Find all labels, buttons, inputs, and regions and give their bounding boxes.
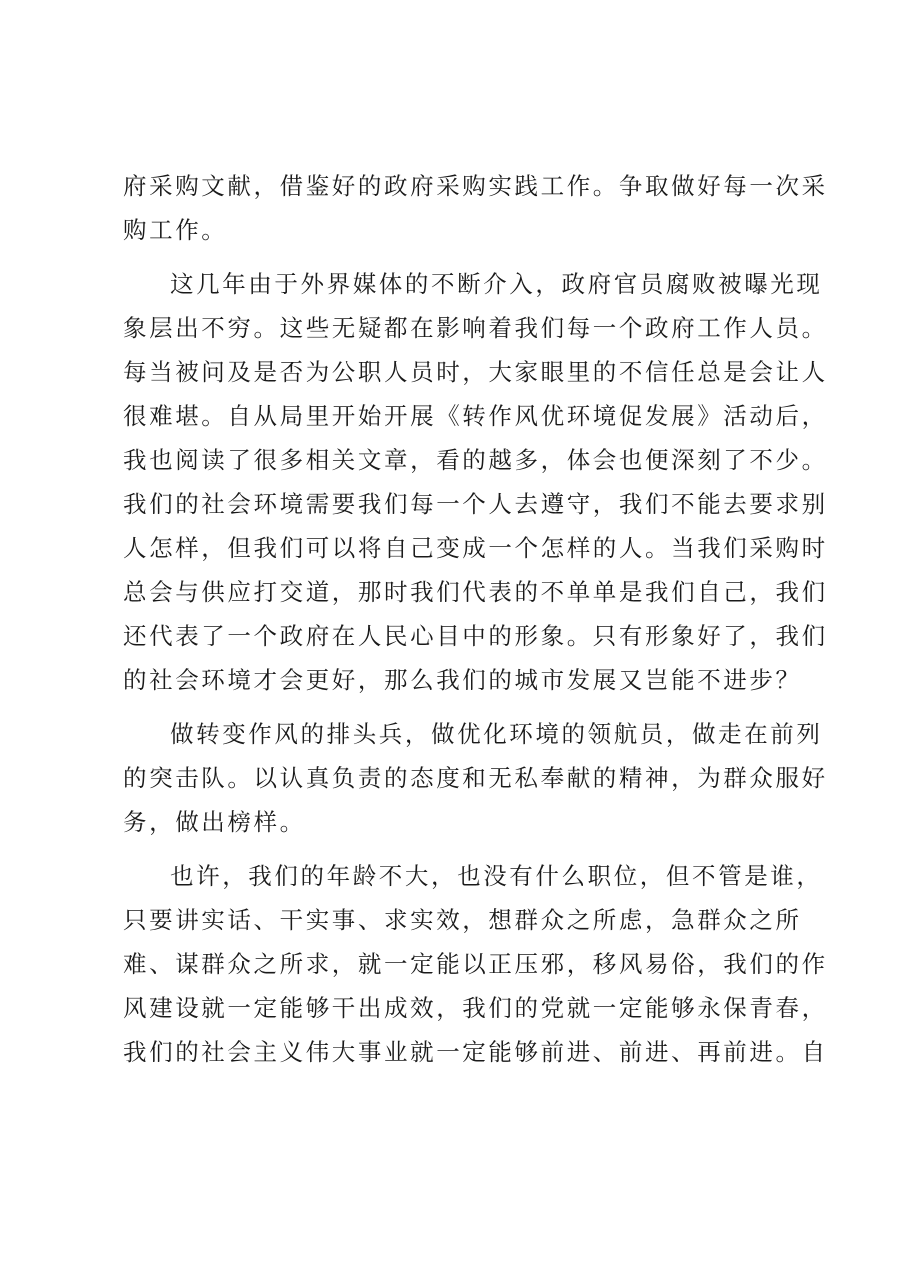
paragraph-3 [123, 712, 828, 844]
text-line: 做转变作风的排头兵，做优化环境的领航员，做走在前列 [170, 720, 823, 748]
text-line: 只要讲实话、干实事、求实效，想群众之所虑，急群众之所 [123, 906, 802, 934]
text-line: 我也阅读了很多相关文章，看的越多，体会也便深刻了不少。 [123, 446, 828, 474]
text-line: 府采购文献，借鉴好的政府采购实践工作。争取做好每一次采 [123, 172, 828, 200]
text-line: 人怎样，但我们可以将自己变成一个怎样的人。当我们采购时 [123, 534, 828, 562]
text-line: 的社会环境才会更好，那么我们的城市发展又岂能不进步？ [123, 666, 802, 694]
document-page [123, 164, 828, 1074]
text-line: 很难堪。自从局里开始开展《转作风优环境促发展》活动后， [123, 402, 828, 430]
text-line: 购工作。 [123, 216, 228, 244]
paragraph-gap [123, 702, 803, 712]
text-line: 也许，我们的年龄不大，也没有什么职位，但不管是谁， [170, 862, 823, 890]
paragraph-gap [123, 252, 803, 262]
text-line: 务，做出榜样。 [123, 808, 306, 836]
text-line: 象层出不穷。这些无疑都在影响着我们每一个政府工作人员。 [123, 314, 828, 342]
text-line: 这几年由于外界媒体的不断介入，政府官员腐败被曝光现 [170, 270, 823, 298]
text-line: 每当被问及是否为公职人员时，大家眼里的不信任总是会让人 [123, 358, 828, 386]
text-line: 的突击队。以认真负责的态度和无私奉献的精神，为群众服好 [123, 764, 828, 792]
text-line: 风建设就一定能够干出成效，我们的党就一定能够永保青春， [123, 994, 828, 1022]
paragraph-4 [123, 854, 828, 1074]
text-line: 我们的社会环境需要我们每一个人去遵守，我们不能去要求别 [123, 490, 828, 518]
paragraph-2 [123, 262, 828, 702]
paragraph-gap [123, 844, 803, 854]
text-line: 难、谋群众之所求，就一定能以正压邪，移风易俗，我们的作 [123, 950, 828, 978]
text-line: 还代表了一个政府在人民心目中的形象。只有形象好了，我们 [123, 622, 828, 650]
paragraph-1 [123, 164, 828, 252]
text-line: 总会与供应打交道，那时我们代表的不单单是我们自己，我们 [123, 578, 828, 606]
text-line: 我们的社会主义伟大事业就一定能够前进、前进、再前进。自 [123, 1038, 828, 1066]
